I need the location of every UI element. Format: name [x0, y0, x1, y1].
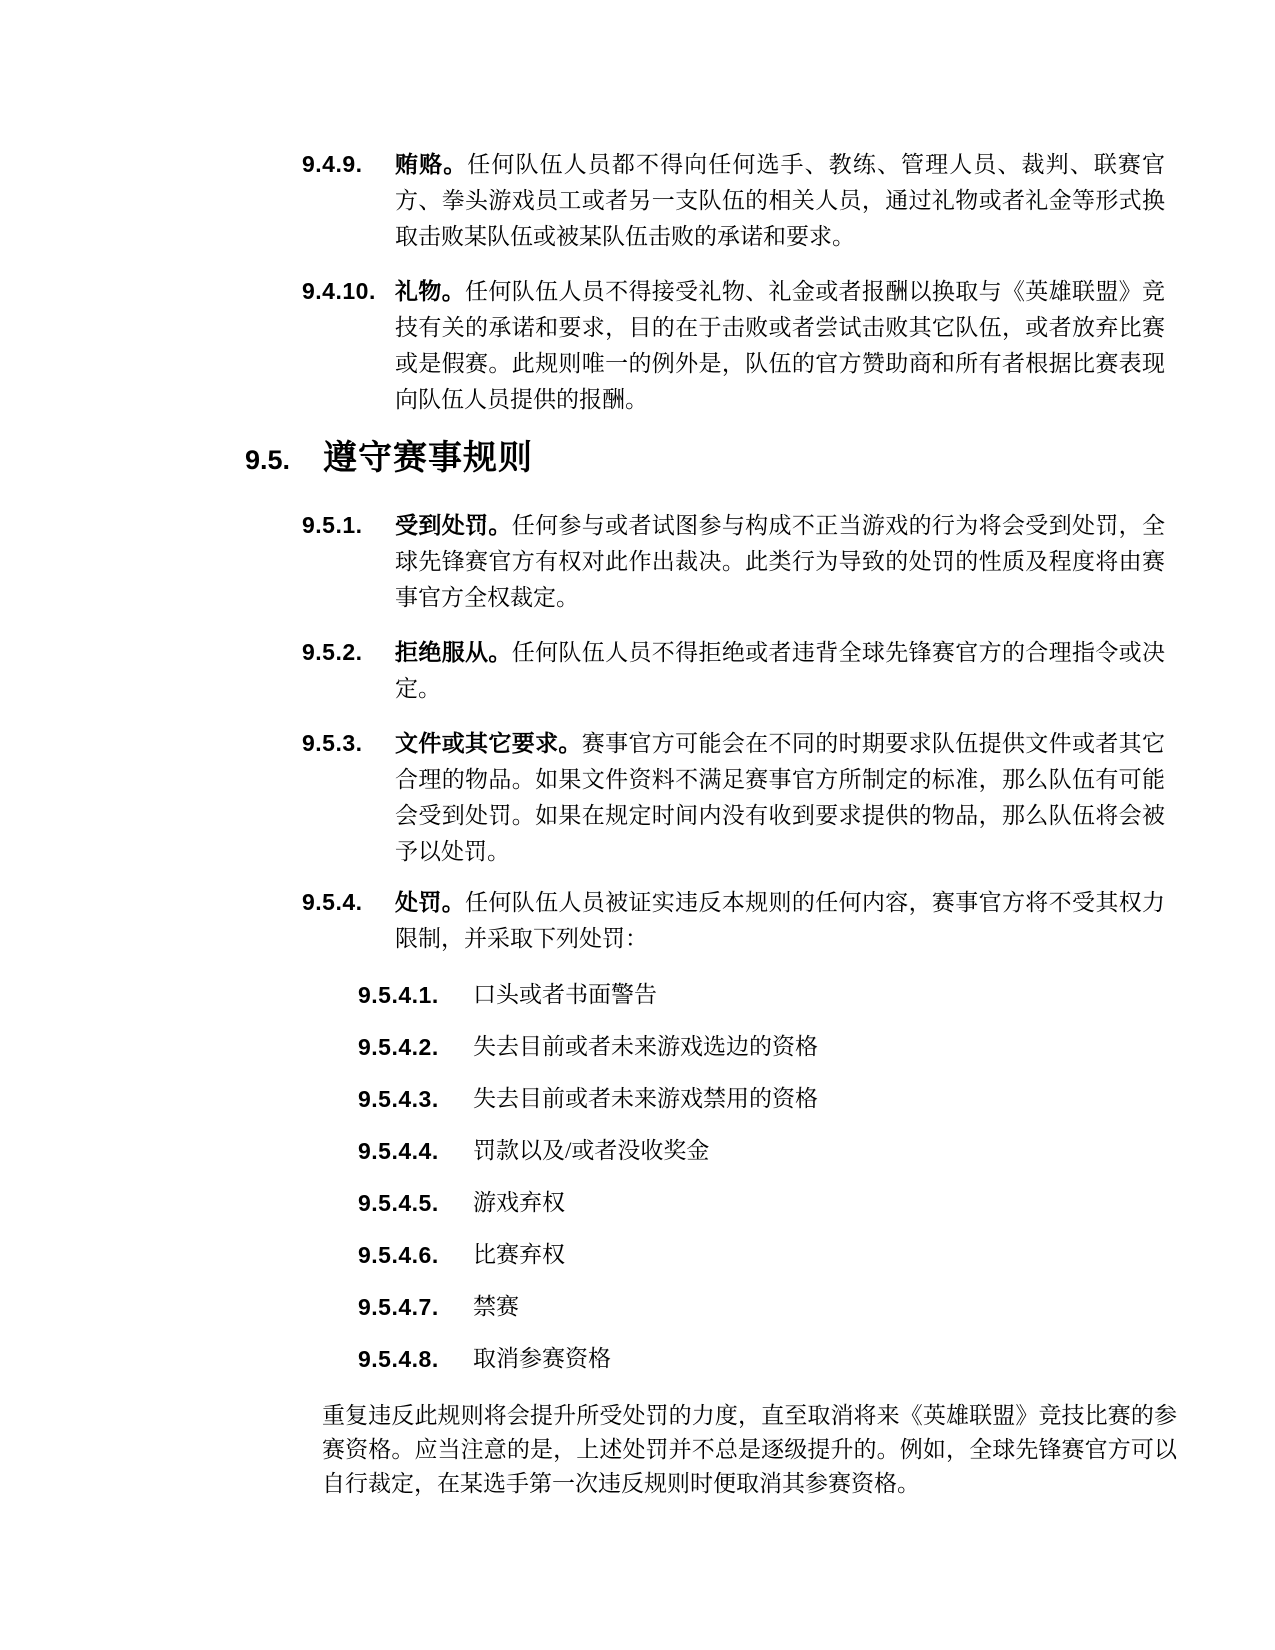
rule-label: 文件或其它要求。: [395, 730, 582, 756]
penalty-item-9-5-4-5: [0, 1185, 1275, 1221]
rule-number: 9.4.9.: [302, 151, 363, 177]
rule-body: [395, 507, 1165, 616]
rule-text: 任何队伍人员都不得向任何选手、教练、管理人员、裁判、联赛官方、拳头游戏员工或者另一支队伍的相关人员，通过礼物或者礼金等形式换取击败某队伍或被某队伍击败的承诺和要求。: [395, 152, 1166, 249]
rule-text: 任何队伍人员不得接受礼物、礼金或者报酬以换取与《英雄联盟》竞技有关的承诺和要求，目的在于击败或者尝试击败其它队伍，或者放弃比赛或是假赛。此规则唯一的例外是，队伍的官方赞助商和所有者根据比赛表现向队伍人员提供的报酬。: [395, 279, 1165, 412]
penalty-text: 比赛弃权: [473, 1242, 565, 1267]
rule-body: [395, 273, 1165, 418]
penalty-number: 9.5.4.1.: [358, 982, 439, 1008]
rule-text: 赛事官方可能会在不同的时期要求队伍提供文件或者其它合理的物品。如果文件资料不满足赛事官方所制定的标准，那么队伍有可能会受到处罚。如果在规定时间内没有收到要求提供的物品，那么队伍将会被予以处罚。: [395, 731, 1165, 864]
penalty-number: 9.5.4.7.: [358, 1294, 439, 1320]
penalty-list: [0, 977, 1275, 1377]
penalty-number: 9.5.4.4.: [358, 1138, 439, 1164]
rule-body: [395, 884, 1165, 957]
rule-item-9-5-4: [0, 884, 1275, 957]
penalty-text: 禁赛: [473, 1294, 519, 1319]
penalty-number: 9.5.4.2.: [358, 1034, 439, 1060]
rule-number: 9.4.10.: [302, 278, 376, 304]
rule-label: 处罚。: [395, 889, 466, 915]
section-title: 遵守赛事规则: [323, 439, 533, 477]
closing-paragraph: 重复违反此规则将会提升所受处罚的力度，直至取消将来《英雄联盟》竞技比赛的参赛资格。应当注意的是，上述处罚并不总是逐级提升的。例如，全球先锋赛官方可以自行裁定，在某选手第一次违反规则时便取消其参赛资格。: [322, 1403, 1177, 1496]
rule-label: 拒绝服从。: [395, 639, 512, 665]
penalty-item-9-5-4-8: [0, 1341, 1275, 1377]
rule-item-9-5-1: [0, 507, 1275, 616]
penalty-number: 9.5.4.3.: [358, 1086, 439, 1112]
penalty-text: 游戏弃权: [473, 1190, 565, 1215]
rule-body: [395, 146, 1165, 255]
section-heading-9-5: [0, 436, 1275, 482]
penalty-text: 口头或者书面警告: [473, 982, 657, 1007]
section-number: 9.5.: [245, 445, 291, 475]
rule-label: 受到处罚。: [395, 512, 512, 538]
rule-body: [395, 634, 1165, 707]
penalty-item-9-5-4-7: [0, 1289, 1275, 1325]
penalty-text: 取消参赛资格: [473, 1346, 611, 1371]
rule-body: [395, 725, 1165, 870]
penalty-item-9-5-4-1: [0, 977, 1275, 1013]
rule-number: 9.5.3.: [302, 730, 363, 756]
penalty-text: 失去目前或者未来游戏选边的资格: [473, 1034, 818, 1059]
rule-number: 9.5.4.: [302, 889, 363, 915]
rule-item-9-4-10: [0, 273, 1275, 418]
penalty-number: 9.5.4.8.: [358, 1346, 439, 1372]
penalty-text: 罚款以及/或者没收奖金: [473, 1138, 710, 1163]
penalty-item-9-5-4-4: [0, 1133, 1275, 1169]
rule-label: 贿赂。: [395, 151, 468, 177]
rule-number: 9.5.2.: [302, 639, 363, 665]
penalty-text: 失去目前或者未来游戏禁用的资格: [473, 1086, 818, 1111]
penalty-number: 9.5.4.6.: [358, 1242, 439, 1268]
penalty-item-9-5-4-6: [0, 1237, 1275, 1273]
rule-text: 任何参与或者试图参与构成不正当游戏的行为将会受到处罚，全球先锋赛官方有权对此作出裁决。此类行为导致的处罚的性质及程度将由赛事官方全权裁定。: [395, 513, 1165, 610]
rule-item-9-5-3: [0, 725, 1275, 870]
rule-text: 任何队伍人员不得拒绝或者违背全球先锋赛官方的合理指令或决定。: [395, 640, 1165, 701]
penalty-item-9-5-4-2: [0, 1029, 1275, 1065]
rule-label: 礼物。: [395, 278, 466, 304]
penalty-item-9-5-4-3: [0, 1081, 1275, 1117]
rule-number: 9.5.1.: [302, 512, 363, 538]
rule-item-9-4-9: [0, 146, 1275, 255]
penalty-number: 9.5.4.5.: [358, 1190, 439, 1216]
rule-text: 任何队伍人员被证实违反本规则的任何内容，赛事官方将不受其权力限制，并采取下列处罚：: [395, 890, 1165, 951]
rule-item-9-5-2: [0, 634, 1275, 707]
